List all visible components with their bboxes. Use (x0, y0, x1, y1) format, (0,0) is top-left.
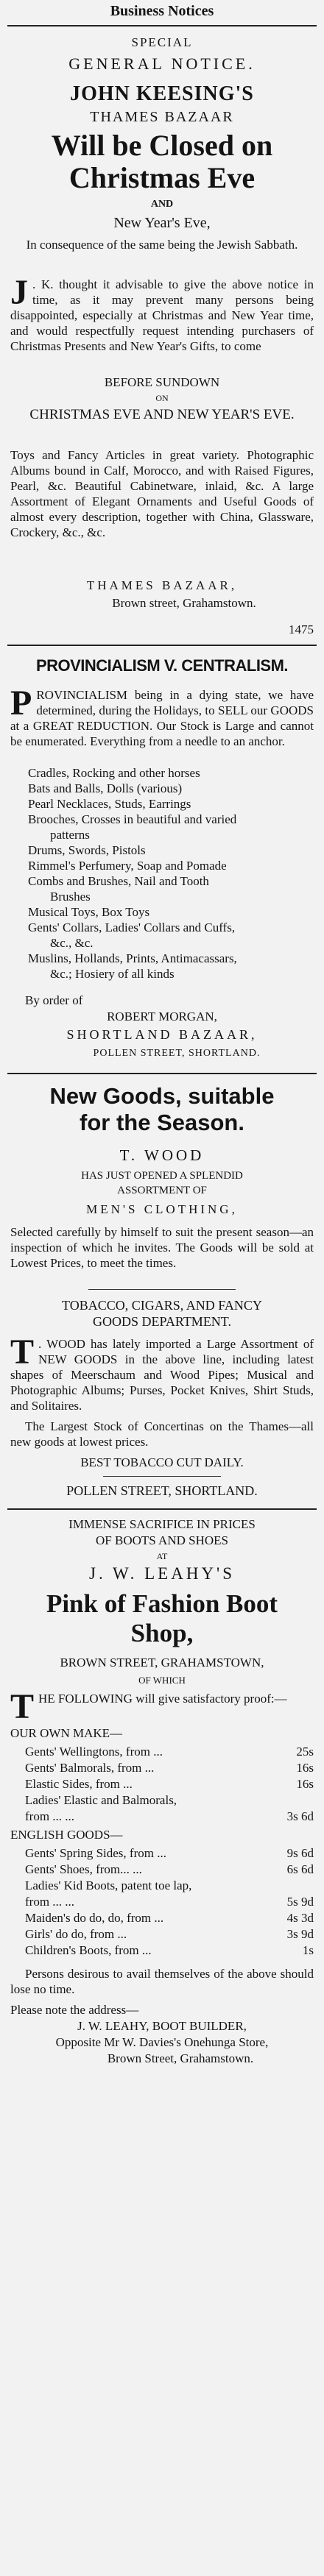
price-value (267, 1878, 314, 1894)
price-item: Girls' do do, from ... (25, 1927, 127, 1941)
price-value: 25s (296, 1745, 314, 1759)
street-line: BROWN STREET, GRAHAMSTOWN, (60, 1656, 264, 1670)
body-text: Selected carefully by himself to suit the present season—an inspection of which he invites. The Goods will be sold at Lowest Prices, to meet the times. (10, 1225, 314, 1270)
store-name: THAMES BAZAAR (90, 109, 234, 125)
merchant-name: T. WOOD (119, 1146, 205, 1164)
address-line-1: J. W. LEAHY, BOOT BUILDER, (77, 2019, 247, 2033)
drop-cap: J (10, 273, 28, 312)
price-row (25, 1926, 314, 1942)
price-row (25, 1894, 314, 1910)
price-item: from ... ... (25, 1895, 75, 1909)
closing-reason: In consequence of the same being the Jewish Sabbath. (26, 238, 298, 252)
at-label: AT (156, 1551, 168, 1561)
body-text: Persons desirous to avail themselves of the above should lose no time. (10, 1967, 314, 1996)
english-goods-prices (10, 1845, 314, 1959)
tobacco-line-1: TOBACCO, CIGARS, AND FANCY (62, 1298, 262, 1313)
headline-line-1: New Goods, suitable (49, 1083, 275, 1109)
concertina-paragraph (10, 1419, 314, 1450)
list-item: Muslins, Hollands, Prints, Antimacassars, (28, 951, 237, 965)
english-goods-heading: ENGLISH GOODS— (10, 1828, 123, 1842)
list-item: Pearl Necklaces, Studs, Earrings (28, 797, 191, 811)
signature-address: Brown street, Grahamstown. (112, 596, 256, 610)
price-item: Gents' Shoes, from... ... (25, 1862, 142, 1876)
owner-name: JOHN KEESING'S (70, 82, 254, 105)
price-item: Gents' Spring Sides, from ... (25, 1846, 166, 1860)
notice-kicker: SPECIAL (131, 35, 193, 49)
price-row (25, 1862, 314, 1878)
closed-line-1: Will be Closed on (51, 129, 273, 162)
clothing-paragraph (10, 1224, 314, 1271)
address-line-3: Brown Street, Grahamstown. (107, 2051, 254, 2065)
list-item: &c., &c. (50, 936, 94, 950)
price-row (25, 1809, 314, 1825)
price-value: 4s 3d (286, 1911, 314, 1925)
of-which-label: OF WHICH (138, 1675, 186, 1686)
drop-cap: T (10, 1687, 35, 1726)
list-item: Musical Toys, Box Toys (28, 905, 150, 919)
price-row (25, 1942, 314, 1959)
price-value: 5s 9d (286, 1895, 314, 1909)
divider (7, 645, 317, 646)
body-text: . WOOD has lately imported a Large Assortment of NEW GOODS in the above line, including latest shapes of Meerschaum and Wood Pipes; Musical and Photographic Albums; Purses, Pocket Knives, Shirt Studs, and Solitaires. (10, 1337, 314, 1413)
price-row (25, 1776, 314, 1792)
goods-list (10, 765, 314, 982)
opened-line-1: HAS JUST OPENED A SPLENDID (81, 1170, 243, 1182)
best-tobacco: BEST TOBACCO CUT DAILY. (80, 1455, 244, 1469)
closed-line-2: Christmas Eve (68, 161, 256, 194)
price-value (267, 1792, 314, 1809)
shop-line-1: Pink of Fashion Boot (46, 1589, 278, 1618)
body-text: The Largest Stock of Concertinas on the Thames—all new goods at lowest prices. (10, 1419, 314, 1449)
drop-cap: P (10, 684, 32, 723)
intro-paragraph (10, 1687, 314, 1726)
sacrifice-line-1: IMMENSE SACRIFICE IN PRICES (68, 1517, 256, 1531)
notice-headline: PROVINCIALISM V. CENTRALISM. (35, 656, 289, 675)
price-item: Elastic Sides, from ... (25, 1777, 133, 1791)
price-item: Ladies' Kid Boots, patent toe lap, (25, 1878, 192, 1892)
signatory-name: ROBERT MORGAN, (107, 1010, 217, 1023)
before-sundown: BEFORE SUNDOWN (104, 375, 220, 389)
and-label: AND (150, 199, 174, 210)
price-item: Children's Boots, from ... (25, 1943, 152, 1957)
price-value: 16s (296, 1777, 314, 1791)
price-row (25, 1792, 314, 1809)
price-item: Gents' Balmorals, from ... (25, 1761, 155, 1775)
opened-line-2: ASSORTMENT OF (117, 1185, 207, 1196)
section-title: Business Notices (110, 3, 214, 19)
list-item: patterns (50, 828, 90, 842)
clothing-line: MEN'S CLOTHING, (86, 1202, 238, 1216)
price-row (25, 1744, 314, 1760)
list-item: Cradles, Rocking and other horses (28, 766, 200, 780)
list-item: &c.; Hosiery of all kinds (50, 967, 175, 981)
address-line-2: Opposite Mr W. Davies's Onehunga Store, (55, 2035, 269, 2049)
merchant-name: J. W. LEAHY'S (89, 1564, 235, 1583)
new-years-eve: New Year's Eve, (113, 215, 211, 231)
eves-line: CHRISTMAS EVE AND NEW YEAR'S EVE. (29, 407, 295, 422)
drop-cap: T (10, 1333, 35, 1372)
price-value: 3s 9d (286, 1927, 314, 1941)
tobacco-line-2: GOODS DEPARTMENT. (93, 1314, 231, 1329)
list-item: Bats and Balls, Dolls (various) (28, 781, 183, 795)
list-item: Gents' Collars, Ladies' Collars and Cuffs, (28, 920, 236, 934)
goods-paragraph (10, 447, 314, 540)
price-item: Maiden's do do, do, from ... (25, 1911, 164, 1925)
price-row (25, 1910, 314, 1926)
notice-headline: GENERAL NOTICE. (68, 54, 256, 73)
price-value: 9s 6d (286, 1846, 314, 1860)
shop-line-2: Shop, (130, 1619, 194, 1647)
divider (7, 1073, 317, 1074)
headline-line-2: for the Season. (80, 1110, 244, 1135)
short-rule (103, 1476, 221, 1477)
notice-body (10, 684, 314, 749)
price-row (25, 1760, 314, 1776)
list-item: Rimmel's Perfumery, Soap and Pomade (28, 859, 227, 873)
sacrifice-line-2: OF BOOTS AND SHOES (96, 1533, 228, 1547)
signature-store: THAMES BAZAAR, (86, 578, 238, 592)
our-make-heading: OUR OWN MAKE— (10, 1726, 123, 1740)
goods-text: Toys and Fancy Articles in great variety. Photographic Albums bound in Calf, Morocco, and with Raised Figures, Pearl, &c. Beautiful Cabinetware, inlaid, &c. A large Assortment of Elegant Ornaments and Useful Goods of almost every description, together with China, Glassware, Crockery, &c., &c. (10, 448, 314, 539)
list-item: Brooches, Crosses in beautiful and varied (28, 812, 237, 826)
divider (7, 25, 317, 26)
store-address: POLLEN STREET, SHORTLAND. (93, 1048, 261, 1059)
address-note: Please note the address— (10, 2003, 139, 2017)
body-text: HE FOLLOWING will give satisfactory proof:— (38, 1692, 287, 1706)
price-item: Gents' Wellingtons, from ... (25, 1745, 163, 1759)
store-name: SHORTLAND BAZAAR, (66, 1027, 258, 1042)
own-make-prices (10, 1744, 314, 1825)
tobacco-paragraph (10, 1333, 314, 1413)
store-address: POLLEN STREET, SHORTLAND. (66, 1483, 258, 1498)
on-label: ON (155, 393, 169, 403)
body-text: ROVINCIALISM being in a dying state, we have determined, during the Holidays, to SELL our GOODS at a GREAT REDUCTION. Our Stock is Large and cannot be enumerated. Everything from a needle to an anchor. (10, 688, 314, 748)
price-value: 6s 6d (286, 1862, 314, 1876)
body-text: . K. thought it advisable to give the above notice in time, as it may prevent many persons being disappointed, especially at Christmas and New Year time, and would respectfully request intending purchasers of Christmas Presents and New Year's Gifts, to come (10, 277, 314, 353)
price-row (25, 1878, 314, 1894)
list-item: Combs and Brushes, Nail and Tooth (28, 874, 209, 888)
short-rule (88, 1289, 236, 1290)
persons-paragraph (10, 1966, 314, 1997)
price-item: Ladies' Elastic and Balmorals, (25, 1793, 177, 1807)
price-value: 16s (296, 1761, 314, 1775)
list-item: Drums, Swords, Pistols (28, 843, 146, 857)
price-value: 1s (302, 1943, 314, 1957)
price-item: from ... ... (25, 1809, 75, 1823)
divider (7, 1508, 317, 1510)
reference-number: 1475 (289, 622, 314, 636)
order-line: By order of (25, 993, 83, 1007)
price-value: 3s 6d (286, 1809, 314, 1823)
list-item: Brushes (50, 890, 91, 904)
price-row (25, 1845, 314, 1862)
notice-body (10, 273, 314, 354)
